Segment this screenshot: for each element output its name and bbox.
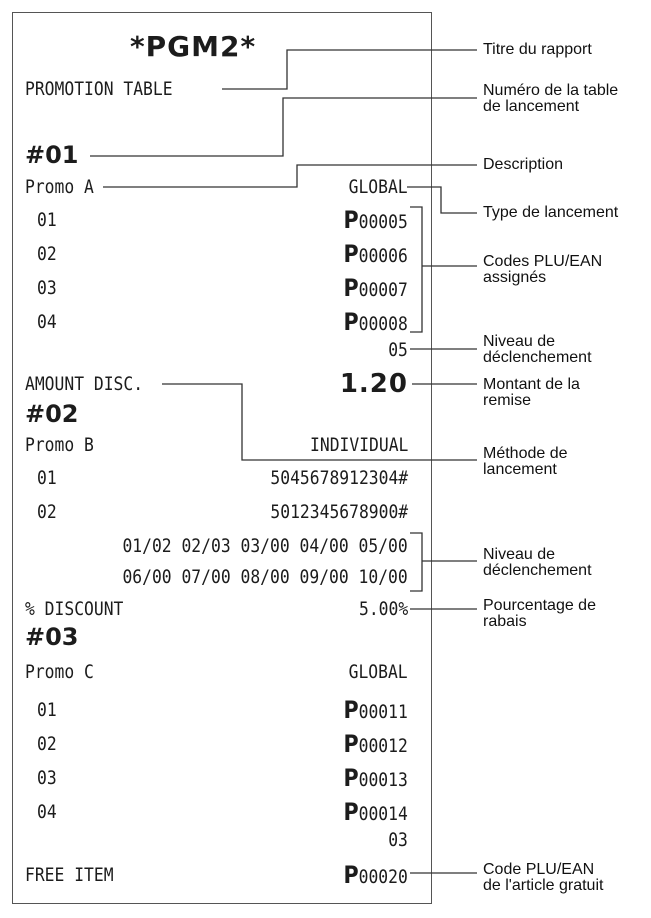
annotation-line: rabais [483,613,527,630]
annotation-launch-type [483,205,618,221]
annotation-line: Titre du rapport [483,41,592,58]
bracket-trigger-rows [410,533,422,591]
promo-type-1: GLOBAL [348,176,408,198]
promo-1-trigger-level: 05 [388,339,408,361]
leader-launch-type [407,187,477,213]
code-prefix: P [343,730,359,758]
promo-1-item-index: 01 [37,209,57,231]
code-prefix: P [343,274,359,302]
promo-1-item-index: 04 [37,311,57,333]
annotation-line: déclenchement [483,562,592,579]
promo-1-discount-value: 1.20 [339,369,408,399]
code-value: 00005 [358,211,408,233]
code-value: 00014 [358,803,408,825]
promo-1-item-index: 02 [37,243,57,265]
code-prefix: P [343,861,359,889]
annotation-line: Numéro de la table [483,82,619,99]
promo-2-item-code: 5012345678900# [270,501,408,523]
annotation-line: Pourcentage de [483,597,596,614]
annotation-trigger-level [483,334,592,366]
annotation-line: de lancement [483,98,580,115]
promo-2-item-index: 01 [37,467,57,489]
promo-3-item-index: 02 [37,733,57,755]
promo-number-3: #03 [25,623,79,651]
promo-2-discount-label: % DISCOUNT [25,598,124,620]
promo-2-item-code: 5045678912304# [270,467,408,489]
code-value: 00007 [358,279,408,301]
free-item-label: FREE ITEM [25,864,114,886]
annotation-line: Codes PLU/EAN [483,253,603,270]
promo-2-item-index: 02 [37,501,57,523]
annotation-line: lancement [483,461,557,478]
annotation-line: remise [483,392,532,409]
annotation-report-title [483,42,592,58]
code-prefix: P [343,206,359,234]
annotation-line: Méthode de [483,445,568,462]
promo-type-2: INDIVIDUAL [309,434,408,456]
code-value: 00008 [358,313,408,335]
code-value: 00013 [358,769,408,791]
promo-type-3: GLOBAL [348,661,408,683]
annotation-line: Montant de la [483,376,580,393]
promo-name-3: Promo C [25,661,94,683]
code-prefix: P [343,798,359,826]
promo-number-2: #02 [25,400,79,428]
annotation-free-item-code [483,862,603,894]
promo-2-trigger-row: 01/02 02/03 03/00 04/00 05/00 [122,535,408,557]
promo-1-item-index: 03 [37,277,57,299]
annotation-description [483,157,563,173]
annotation-discount-percent [483,598,596,630]
leader-table-number [90,98,477,156]
promo-3-item-index: 01 [37,699,57,721]
annotation-line: assignés [483,269,547,286]
annotation-discount-amount [483,377,580,409]
code-value: 00012 [358,735,408,757]
promo-3-item-index: 04 [37,801,57,823]
report-name: PROMOTION TABLE [25,78,173,100]
code-prefix: P [343,696,359,724]
annotation-line: Code PLU/EAN [483,861,595,878]
promo-2-discount-value: 5.00% [358,598,408,620]
report-header-title: *PGM2* [130,30,257,63]
code-prefix: P [343,308,359,336]
code-value: 00020 [358,866,408,888]
annotation-line: de l'article gratuit [483,877,604,894]
annotation-launch-method [483,446,568,478]
annotation-trigger-level-2 [483,547,592,579]
leader-description [103,165,477,187]
annotation-line: déclenchement [483,349,592,366]
promo-2-trigger-row: 06/00 07/00 08/00 09/00 10/00 [122,566,408,588]
leader-launch-method [162,384,477,460]
promo-name-2: Promo B [25,434,94,456]
code-value: 00006 [358,245,408,267]
promo-1-discount-label: AMOUNT DISC. [25,373,144,395]
annotation-line: Type de lancement [483,204,619,221]
promo-3-item-index: 03 [37,767,57,789]
code-prefix: P [343,240,359,268]
code-value: 00011 [358,701,408,723]
annotation-assigned-codes [483,254,602,286]
promo-name-1: Promo A [25,176,94,198]
promo-3-trigger-level: 03 [388,829,408,851]
promo-number-1: #01 [25,141,79,169]
annotation-line: Niveau de [483,333,556,350]
leader-report-title [222,50,477,89]
annotation-line: Niveau de [483,546,556,563]
annotation-table-number [483,83,618,115]
bracket-codes [410,207,422,332]
code-prefix: P [343,764,359,792]
annotation-line: Description [483,156,564,173]
